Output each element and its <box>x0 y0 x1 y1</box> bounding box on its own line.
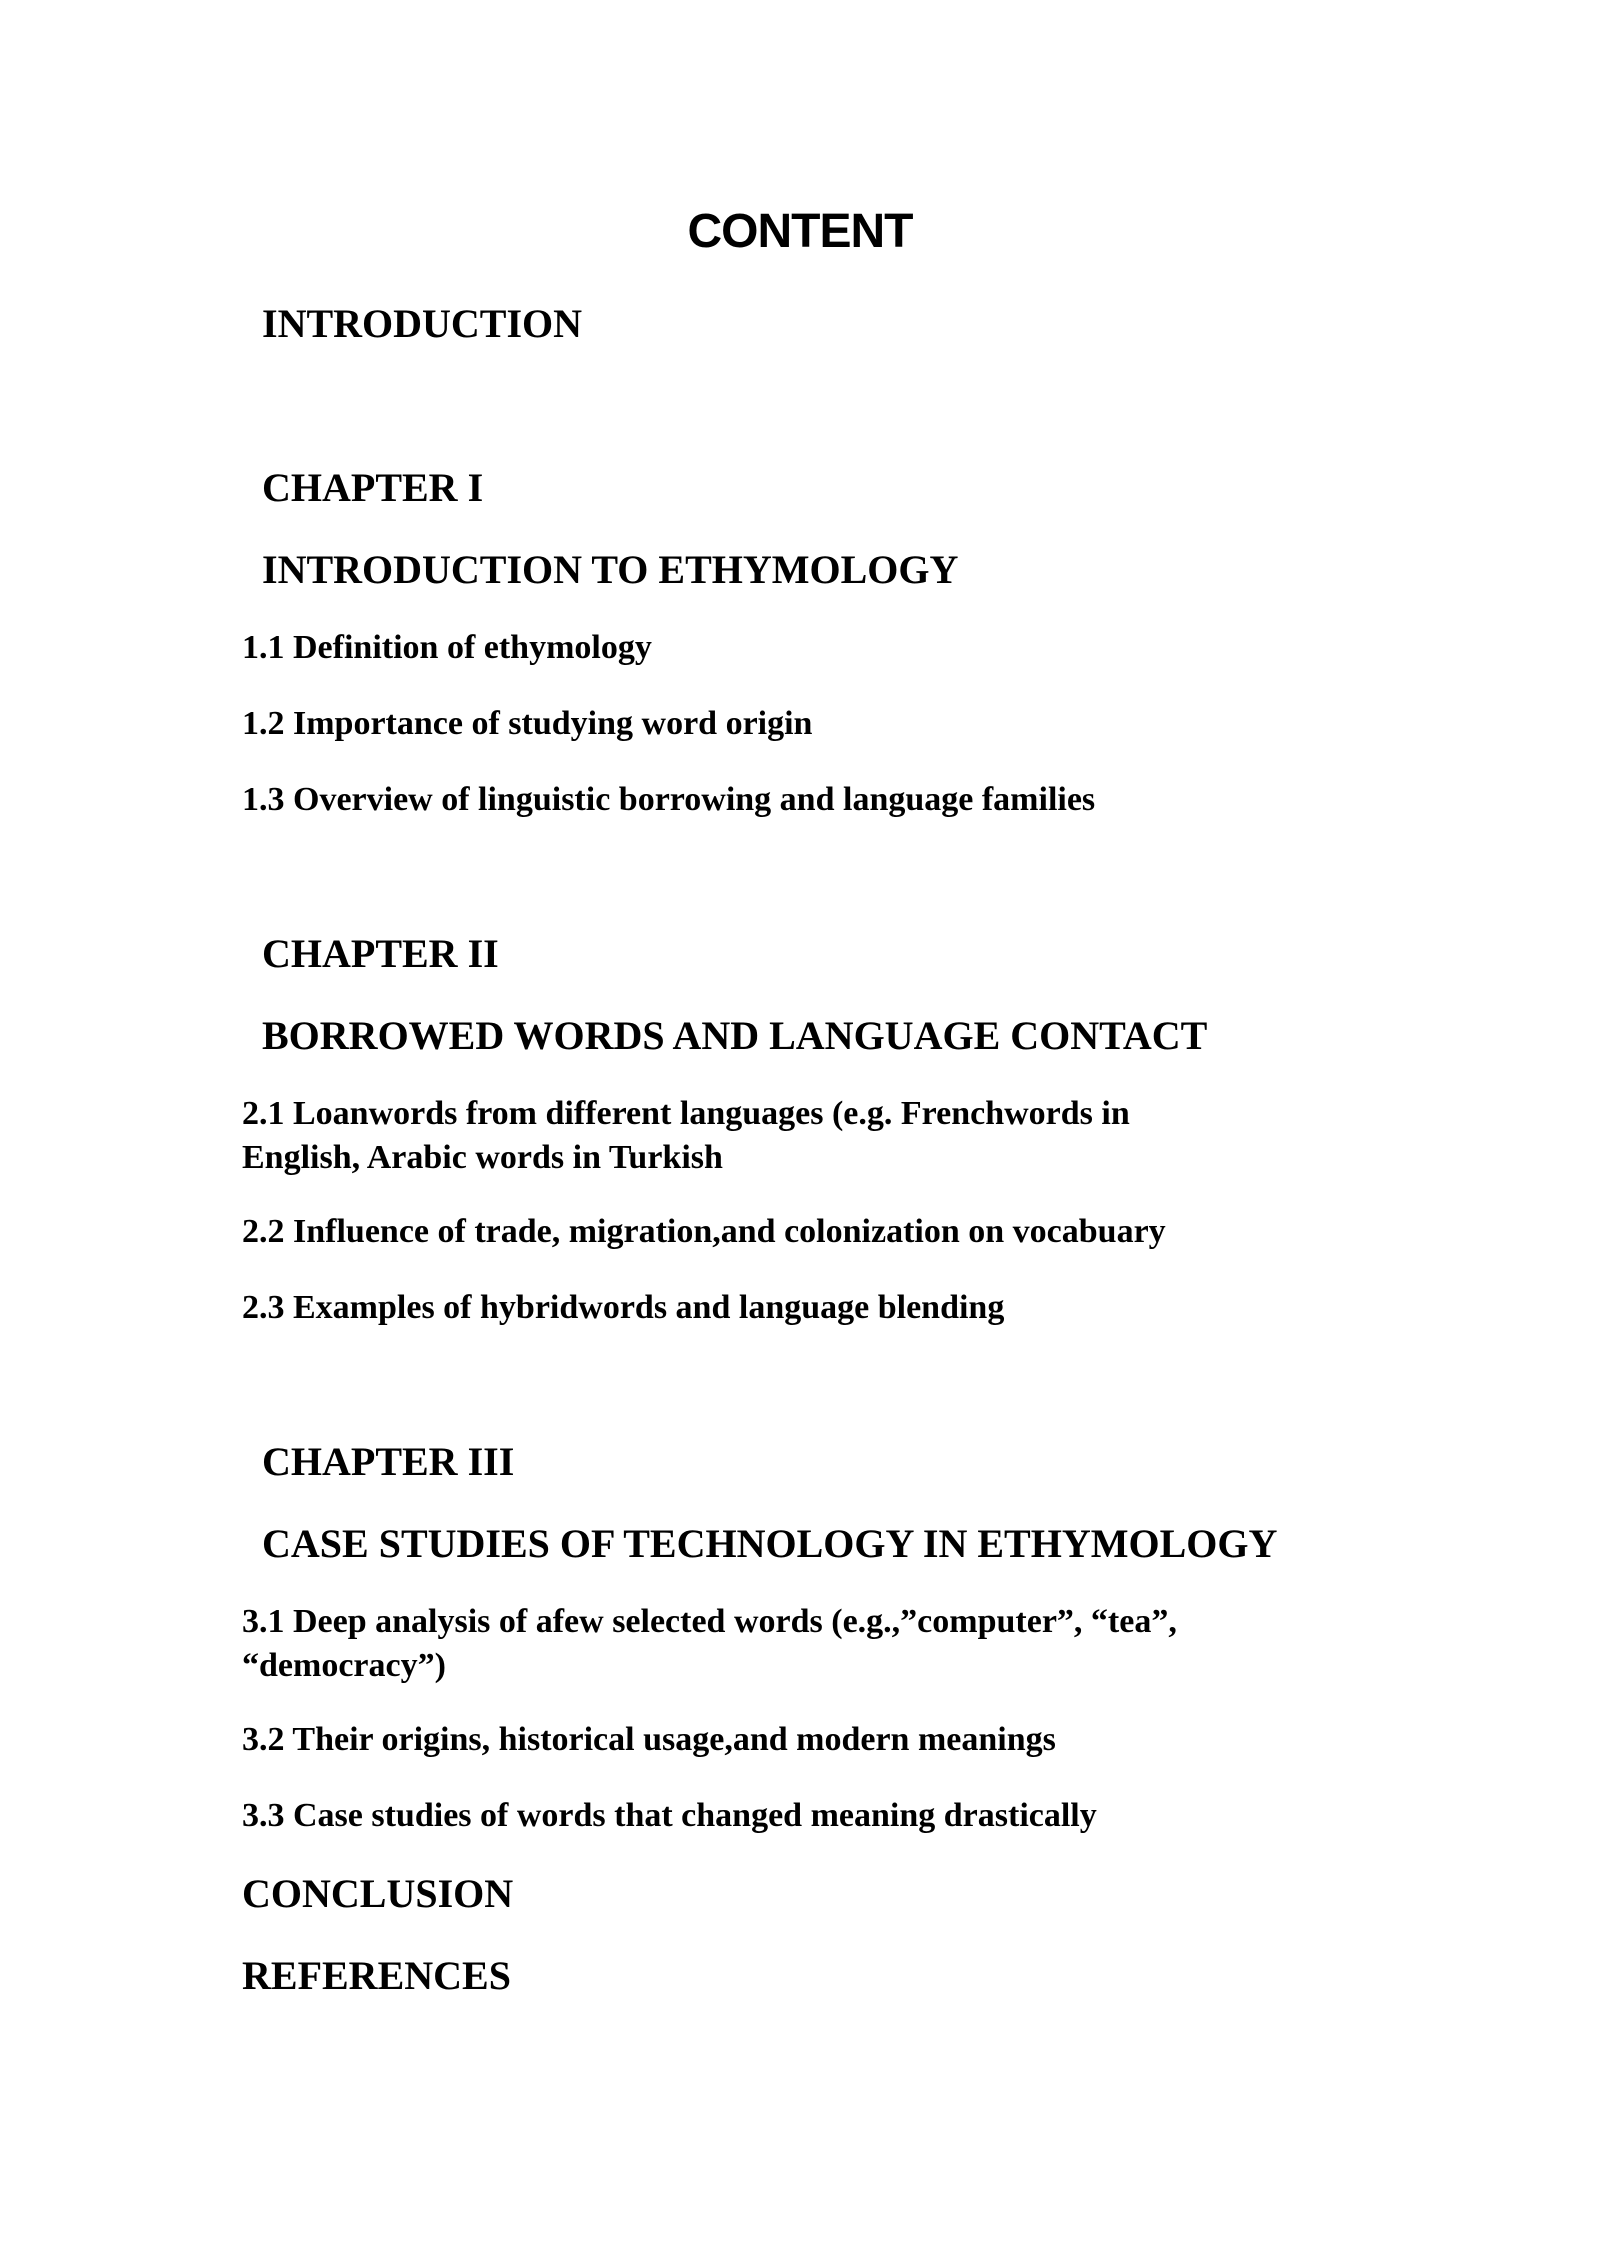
toc-introduction: INTRODUCTION <box>262 301 583 346</box>
toc-item: 3.3 Case studies of words that changed meaning drastically <box>242 1797 1097 1834</box>
toc-item: 2.3 Examples of hybridwords and language blending <box>242 1289 1005 1326</box>
page-title: CONTENT <box>687 205 913 258</box>
toc-references: REFERENCES <box>242 1953 511 1998</box>
chapter-2-label: CHAPTER II <box>262 931 499 976</box>
toc-item: 2.1 Loanwords from different languages (e.g. Frenchwords in <box>242 1095 1130 1132</box>
chapter-3-label: CHAPTER III <box>262 1439 515 1484</box>
chapter-3-heading: CASE STUDIES OF TECHNOLOGY IN ETHYMOLOGY <box>262 1521 1278 1566</box>
toc-item: 1.1 Definition of ethymology <box>242 629 652 666</box>
toc-item: 2.2 Influence of trade, migration,and colonization on vocabuary <box>242 1213 1166 1250</box>
toc-conclusion: CONCLUSION <box>242 1871 514 1916</box>
toc-item: 3.1 Deep analysis of afew selected words (e.g.,”computer”, “tea”, <box>242 1603 1177 1640</box>
toc-item-continued: English, Arabic words in Turkish <box>242 1139 723 1176</box>
chapter-1-heading: INTRODUCTION TO ETHYMOLOGY <box>262 547 959 592</box>
chapter-1-label: CHAPTER I <box>262 465 484 510</box>
toc-item: 1.2 Importance of studying word origin <box>242 705 813 742</box>
chapter-2-heading: BORROWED WORDS AND LANGUAGE CONTACT <box>262 1013 1208 1058</box>
toc-item: 1.3 Overview of linguistic borrowing and language families <box>242 781 1096 818</box>
toc-item-continued: “democracy”) <box>242 1647 446 1684</box>
toc-item: 3.2 Their origins, historical usage,and modern meanings <box>242 1721 1056 1758</box>
